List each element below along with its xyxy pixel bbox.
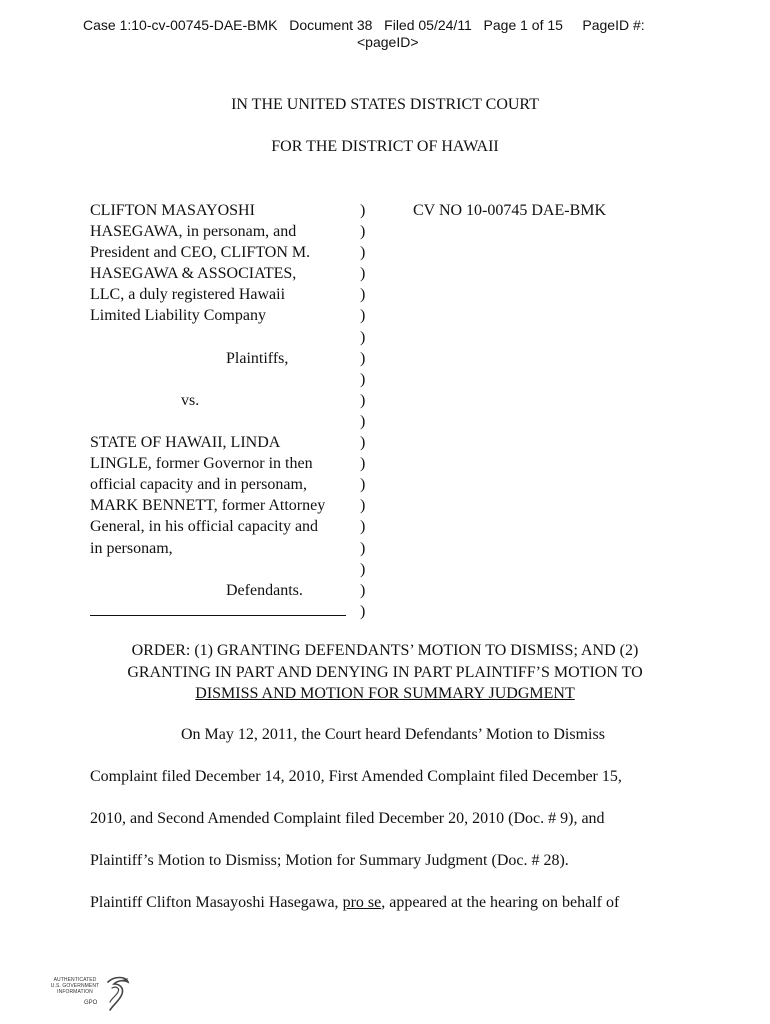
- defendant-line: in personam,: [90, 539, 173, 557]
- case-caption-parties: [90, 200, 360, 622]
- caption-paren: ): [360, 244, 366, 262]
- caption-paren: ): [360, 202, 366, 219]
- court-name: IN THE UNITED STATES DISTRICT COURT: [231, 96, 539, 113]
- plaintiff-line: LLC, a duly registered Hawaii: [90, 286, 286, 304]
- gpo-label: GPO: [84, 1000, 98, 1006]
- versus-label: vs.: [181, 391, 200, 409]
- caption-paren: ): [360, 497, 366, 515]
- body-text-segment: , appeared at the hearing on behalf of: [381, 894, 620, 911]
- caption-underline: [90, 601, 346, 616]
- body-paragraph-line: 2010, and Second Amended Complaint filed December 20, 2010 (Doc. # 9), and: [90, 810, 605, 827]
- defendant-line: MARK BENNETT, former Attorney: [90, 497, 326, 515]
- gpo-authentication-logo: [44, 974, 130, 1016]
- gpo-authentication-text: [44, 977, 106, 995]
- body-text-segment: Plaintiff Clifton Masayoshi Hasegawa,: [90, 894, 343, 911]
- caption-paren: ): [360, 349, 366, 367]
- order-title-line-underlined: DISMISS AND MOTION FOR SUMMARY JUDGMENT: [195, 685, 575, 702]
- caption-paren: ): [360, 328, 366, 346]
- blank-line: [90, 369, 360, 390]
- caption-paren: ): [360, 518, 366, 536]
- case-number-stamp: Case 1:10-cv-00745-DAE-BMK: [83, 17, 278, 33]
- order-title: [0, 640, 770, 705]
- plaintiff-line: HASEGAWA & ASSOCIATES,: [90, 265, 297, 283]
- defendant-line: General, in his official capacity and: [90, 518, 319, 536]
- defendants-label: Defendants.: [226, 581, 303, 599]
- order-title-line: GRANTING IN PART AND DENYING IN PART PLAINTIFF’S MOTION TO: [127, 663, 643, 681]
- caption-paren: ): [360, 307, 366, 325]
- order-title-line: ORDER: (1) GRANTING DEFENDANTS’ MOTION TO DISMISS; AND (2): [131, 642, 639, 659]
- defendant-line: official capacity and in personam,: [90, 476, 307, 494]
- body-paragraph-line: Plaintiff’s Motion to Dismiss; Motion for Summary Judgment (Doc. # 28).: [90, 852, 569, 869]
- caption-paren: ): [360, 539, 366, 557]
- defendant-line: LINGLE, former Governor in then: [90, 455, 313, 473]
- blank-line: [90, 327, 360, 348]
- caption-paren: ): [360, 370, 366, 388]
- page-id-label: PageID #:: [582, 17, 645, 33]
- plaintiff-line: President and CEO, CLIFTON M.: [90, 244, 311, 262]
- pro-se-underlined: pro se: [342, 894, 382, 911]
- gpo-text-line: U.S. GOVERNMENT: [50, 983, 100, 989]
- gpo-text-line: AUTHENTICATED: [53, 977, 97, 983]
- gpo-eagle-icon: [104, 974, 132, 1016]
- caption-paren: ): [360, 560, 366, 578]
- caption-paren: ): [360, 476, 366, 494]
- caption-paren: ): [360, 223, 366, 241]
- caption-paren-column: [360, 200, 372, 622]
- caption-paren: ): [360, 412, 366, 430]
- court-district: FOR THE DISTRICT OF HAWAII: [271, 138, 499, 155]
- plaintiff-line: CLIFTON MASAYOSHI: [90, 202, 255, 219]
- blank-line: [90, 411, 360, 432]
- caption-paren: ): [360, 391, 366, 409]
- plaintiff-line: Limited Liability Company: [90, 307, 266, 325]
- plaintiffs-label: Plaintiffs,: [226, 349, 289, 367]
- page-id-value: <pageID>: [357, 34, 419, 50]
- gpo-text-line: INFORMATION: [57, 989, 93, 995]
- caption-paren: ): [360, 265, 366, 283]
- caption-paren: ): [360, 602, 366, 620]
- defendant-line: STATE OF HAWAII, LINDA: [90, 434, 281, 452]
- file-stamp-line: [83, 17, 645, 34]
- civil-case-number: CV NO 10-00745 DAE-BMK: [413, 202, 607, 219]
- body-paragraph-line: Complaint filed December 14, 2010, First Amended Complaint filed December 15,: [90, 768, 622, 785]
- document-number-stamp: Document 38: [289, 17, 373, 33]
- caption-paren: ): [360, 286, 366, 304]
- caption-rule-line: [90, 601, 360, 622]
- body-paragraph-line: [90, 893, 690, 913]
- filed-date-stamp: Filed 05/24/11: [384, 17, 472, 33]
- caption-paren: ): [360, 581, 366, 599]
- page-count-stamp: Page 1 of 15: [483, 17, 563, 33]
- caption-paren: ): [360, 434, 366, 452]
- caption-paren: ): [360, 455, 366, 473]
- plaintiff-line: HASEGAWA, in personam, and: [90, 223, 297, 241]
- body-paragraph-line: On May 12, 2011, the Court heard Defendants’ Motion to Dismiss: [181, 726, 605, 743]
- blank-line: [90, 559, 360, 580]
